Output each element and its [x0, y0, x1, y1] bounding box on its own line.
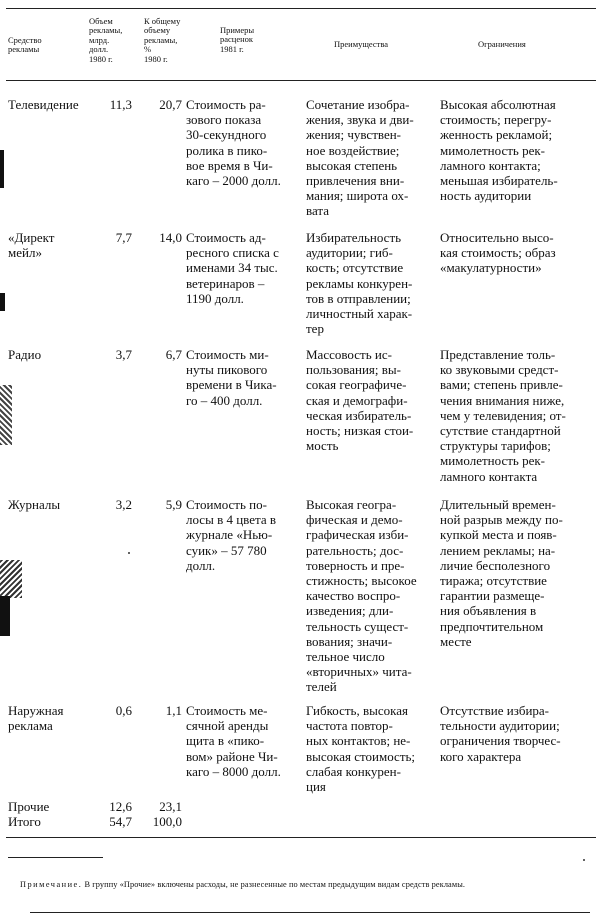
bottom-rule: [6, 837, 596, 838]
scan-artifact: [0, 385, 12, 445]
scan-dot: [128, 552, 130, 554]
medium-cell: Наружная реклама: [8, 703, 64, 734]
limitations-cell: Отсутствие избира- тельности аудитории; ограничения творчес- кого характера: [440, 703, 561, 764]
price-cell: Стоимость по- лосы в 4 цвета в журнале «Нью- суик» – 57 780 долл.: [186, 497, 276, 573]
scan-artifact: [0, 560, 22, 598]
header-volume: Объем рекламы, млрд. долл. 1980 г.: [89, 16, 123, 64]
medium-cell: Радио: [8, 347, 42, 362]
advantages-cell: Высокая геогра- фическая и демо- графическая изби- рательность; дос- товерность и пре- стижность; высокое качество воспро- изведения; дли- тельность сущест- вования; значи- тельное число «вторичных» чита- телей: [306, 497, 417, 695]
advantages-cell: Избирательность аудитории; гиб- кость; отсутствие рекламы конкурен- тов в отправлении; личностный харак- тер: [306, 230, 413, 337]
volume-cell: 0,6: [115, 703, 132, 718]
page-bottom-rule: [30, 912, 590, 913]
footnote: [20, 880, 590, 890]
volume-cell: 11,3: [109, 97, 132, 112]
limitations-cell: Длительный времен- ной разрыв между по- купкой места и появ- лением рекламы; на- личие бесполезного тиража; отсутствие гарантии размеще- ния объявления в предпочтительном месте: [440, 497, 563, 649]
price-cell: Стоимость ми- нуты пикового времени в Чика- го – 400 долл.: [186, 347, 277, 408]
share-cell: 23,1: [159, 799, 182, 814]
header-medium: Средство рекламы: [8, 35, 42, 55]
volume-cell: 12,6: [109, 799, 132, 814]
top-rule: [6, 8, 596, 9]
header-price: Примеры расценок 1981 г.: [220, 25, 255, 54]
scan-artifact: [0, 150, 4, 188]
volume-cell: 7,7: [115, 230, 132, 245]
scan-dot: [583, 859, 585, 861]
header-rule: [6, 80, 596, 81]
medium-cell: Журналы: [8, 497, 61, 512]
price-cell: Стоимость ме- сячной аренды щита в «пико- вом» районе Чи- каго – 8000 долл.: [186, 703, 281, 779]
footnote-text: В группу «Прочие» включены расходы, не разнесенные по местам предыдущим видам средств рекламы.: [82, 880, 466, 889]
scan-artifact: [0, 293, 5, 311]
advantages-cell: Гибкость, высокая частота повтор- ных контактов; не- высокая стоимость; слабая конкурен- ция: [306, 703, 416, 795]
share-cell: 5,9: [165, 497, 182, 512]
scan-artifact: [0, 596, 10, 636]
medium-cell: Итого: [8, 814, 41, 829]
volume-cell: 3,7: [115, 347, 132, 362]
medium-cell: Прочие: [8, 799, 50, 814]
share-cell: 6,7: [165, 347, 182, 362]
header-advantages: Преимущества: [334, 39, 389, 49]
footnote-rule: [8, 857, 103, 858]
limitations-cell: Относительно высо- кая стоимость; образ «макулатурности»: [440, 230, 556, 276]
medium-cell: Телевидение: [8, 97, 79, 112]
share-cell: 1,1: [165, 703, 182, 718]
volume-cell: 3,2: [115, 497, 132, 512]
advantages-cell: Сочетание изобра- жения, звука и дви- жения; чувствен- ное воздействие; высокая степень привлечения вни- мания; широта ох- вата: [306, 97, 414, 219]
volume-cell: 54,7: [109, 814, 132, 829]
footnote-lead: Примечание.: [20, 880, 83, 889]
price-cell: Стоимость ад- ресного списка с именами 34 тыс. ветеринаров – 1190 долл.: [186, 230, 279, 306]
header-share: К общему объему рекламы, % 1980 г.: [144, 16, 181, 64]
share-cell: 14,0: [159, 230, 182, 245]
limitations-cell: Представление толь- ко звуковыми средст- вами; степень привле- чения внимания ниже, чем у телевидения; от- сутствие стандартной структуры тарифов; мимолетность рек- ламного контакта: [440, 347, 566, 484]
limitations-cell: Высокая абсолютная стоимость; перегру- женность рекламой; мимолетность рек- ламного контакта; меньшая избиратель- ность аудитории: [440, 97, 558, 204]
share-cell: 100,0: [152, 814, 182, 829]
header-limitations: Ограничения: [478, 39, 526, 49]
advantages-cell: Массовость ис- пользования; вы- сокая географиче- ская и демографи- ческая избиратель- ность; низкая стои- мость: [306, 347, 414, 454]
price-cell: Стоимость ра- зового показа 30-секундного ролика в пико- вое время в Чи- каго – 2000 долл.: [186, 97, 281, 189]
medium-cell: «Директ мейл»: [8, 230, 55, 261]
share-cell: 20,7: [159, 97, 182, 112]
